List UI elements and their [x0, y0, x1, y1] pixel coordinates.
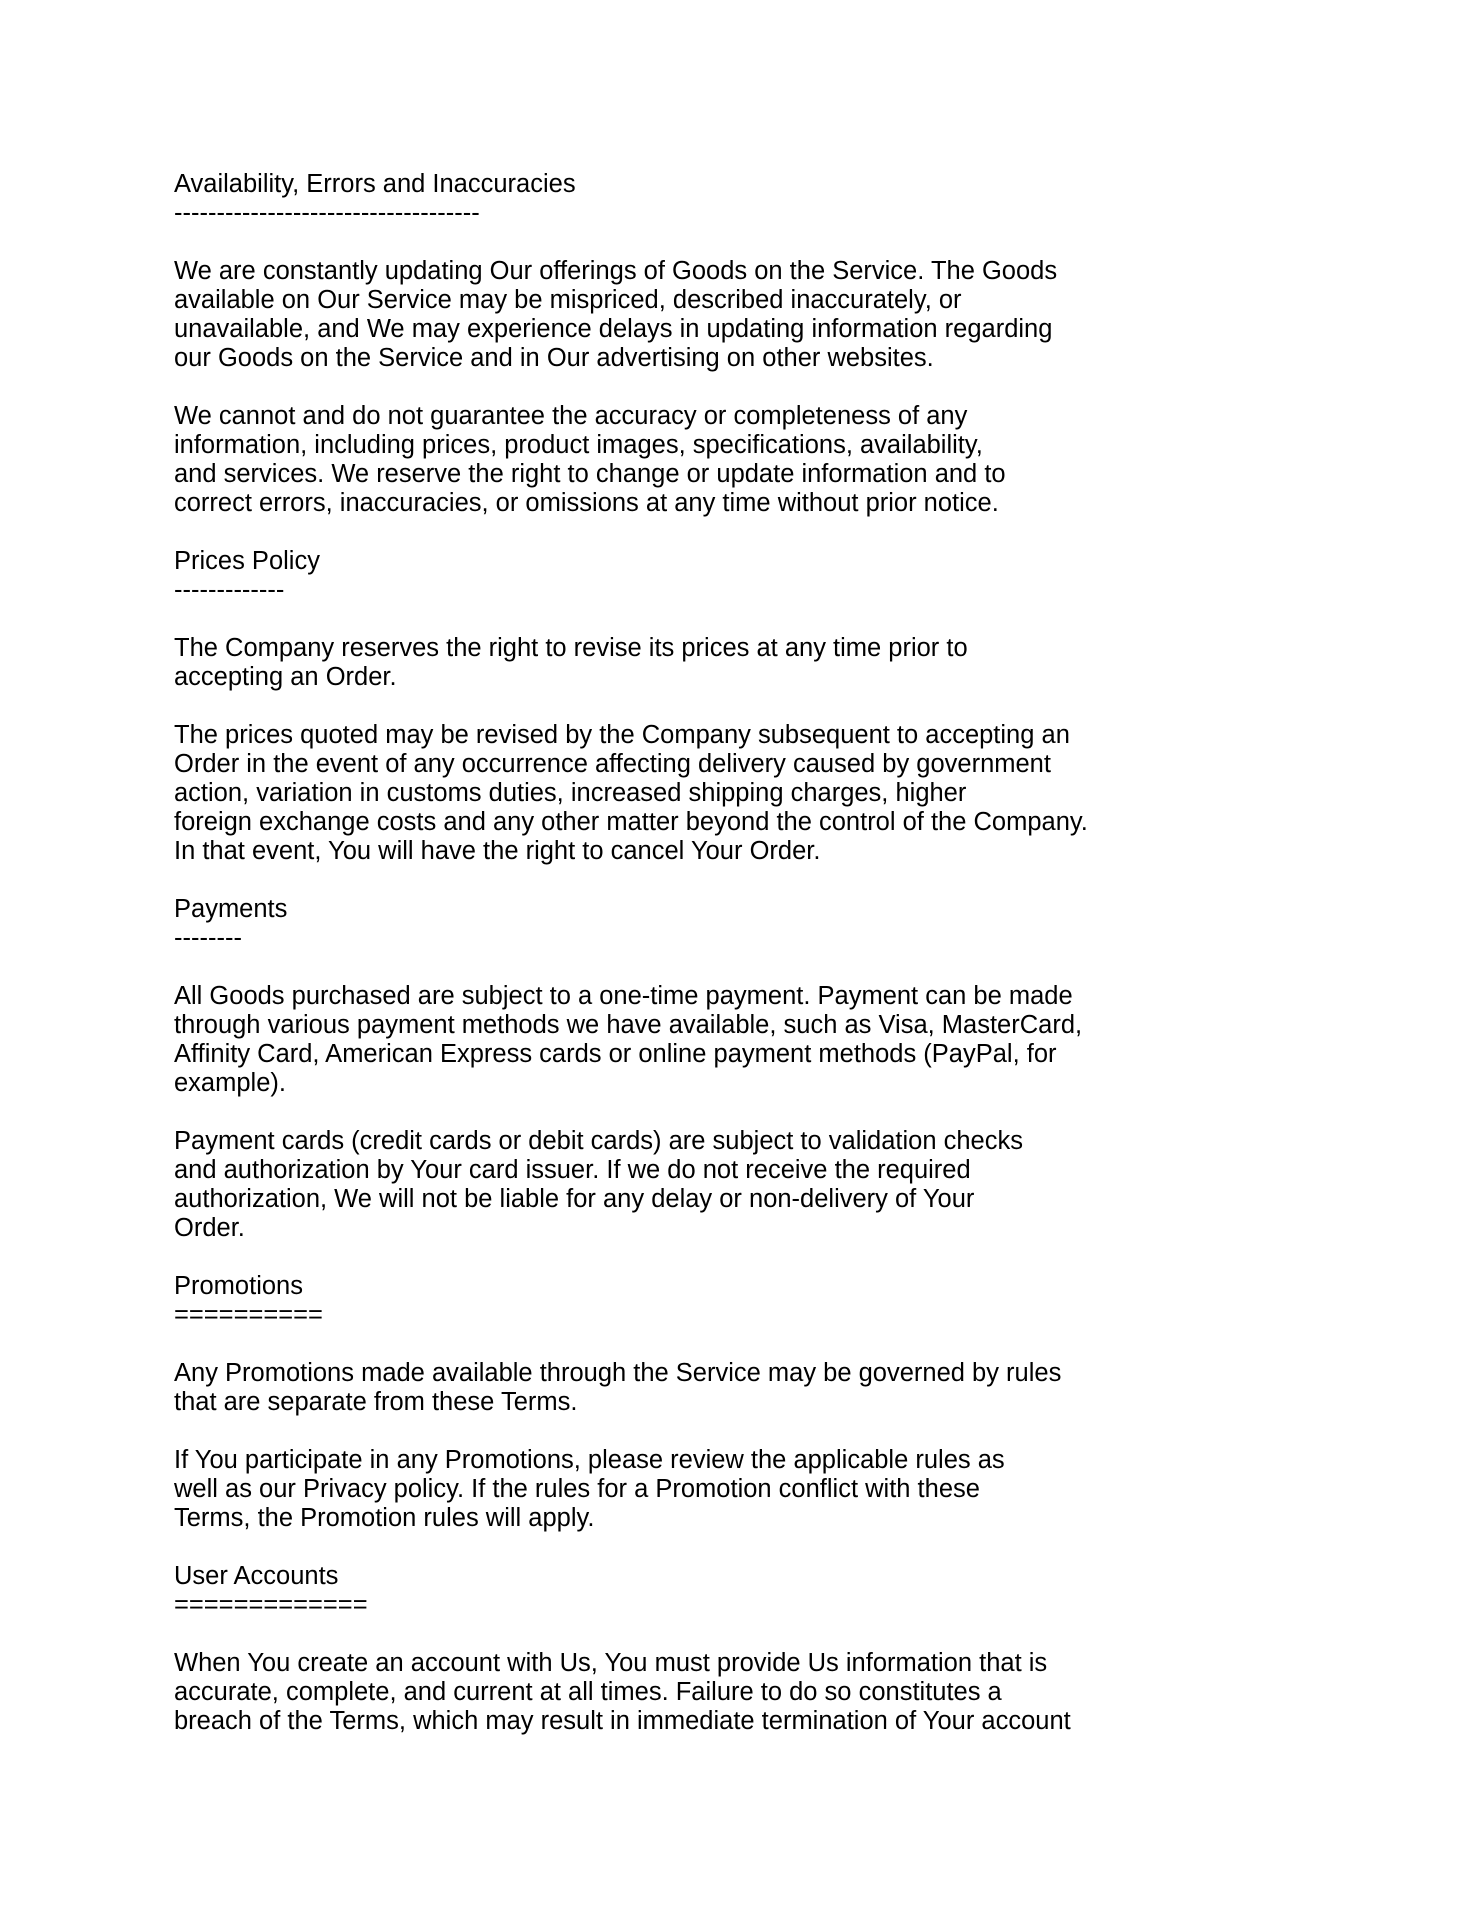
paragraph	[174, 1127, 1354, 1243]
paragraph	[174, 257, 1354, 373]
section-promotions	[174, 1272, 1354, 1562]
text-line: our Goods on the Service and in Our advertising on other websites.	[174, 344, 934, 372]
text-line: accepting an Order.	[174, 663, 397, 691]
section-heading: Prices Policy	[174, 547, 320, 575]
text-line: unavailable, and We may experience delays in updating information regarding	[174, 315, 1053, 343]
text-line: available on Our Service may be mispriced, described inaccurately, or	[174, 286, 962, 314]
section-heading: Payments	[174, 895, 288, 923]
text-line: accurate, complete, and current at all times. Failure to do so constitutes a	[174, 1678, 1002, 1706]
paragraph	[174, 402, 1354, 518]
text-line: and services. We reserve the right to change or update information and to	[174, 460, 1006, 488]
text-line: The prices quoted may be revised by the Company subsequent to accepting an	[174, 721, 1070, 749]
section-user-accounts	[174, 1562, 1354, 1736]
text-line: If You participate in any Promotions, please review the applicable rules as	[174, 1446, 1005, 1474]
section-availability	[174, 170, 1354, 547]
paragraph	[174, 1359, 1354, 1417]
text-line: through various payment methods we have available, such as Visa, MasterCard,	[174, 1011, 1083, 1039]
text-line: When You create an account with Us, You must provide Us information that is	[174, 1649, 1048, 1677]
text-line: Order.	[174, 1214, 245, 1242]
paragraph	[174, 1446, 1354, 1533]
text-line: All Goods purchased are subject to a one-time payment. Payment can be made	[174, 982, 1073, 1010]
text-line: The Company reserves the right to revise its prices at any time prior to	[174, 634, 968, 662]
section-prices-policy	[174, 547, 1354, 895]
paragraph	[174, 634, 1354, 692]
paragraph	[174, 982, 1354, 1098]
heading-underline: ------------------------------------	[174, 199, 480, 227]
section-heading: Availability, Errors and Inaccuracies	[174, 170, 576, 198]
text-line: breach of the Terms, which may result in immediate termination of Your account	[174, 1707, 1071, 1735]
document-page	[174, 170, 1354, 1736]
paragraph	[174, 721, 1354, 866]
section-heading: User Accounts	[174, 1562, 339, 1590]
section-payments	[174, 895, 1354, 1272]
text-line: authorization, We will not be liable for any delay or non-delivery of Your	[174, 1185, 975, 1213]
text-line: Terms, the Promotion rules will apply.	[174, 1504, 595, 1532]
text-line: foreign exchange costs and any other matter beyond the control of the Company.	[174, 808, 1088, 836]
heading-underline: -------------	[174, 576, 285, 604]
text-line: Affinity Card, American Express cards or online payment methods (PayPal, for	[174, 1040, 1057, 1068]
text-line: information, including prices, product images, specifications, availability,	[174, 431, 983, 459]
text-line: example).	[174, 1069, 286, 1097]
text-line: that are separate from these Terms.	[174, 1388, 578, 1416]
text-line: In that event, You will have the right to cancel Your Order.	[174, 837, 821, 865]
section-heading: Promotions	[174, 1272, 303, 1300]
text-line: Any Promotions made available through the Service may be governed by rules	[174, 1359, 1062, 1387]
paragraph	[174, 1649, 1354, 1736]
text-line: Payment cards (credit cards or debit cards) are subject to validation checks	[174, 1127, 1023, 1155]
heading-underline: --------	[174, 924, 242, 952]
text-line: action, variation in customs duties, increased shipping charges, higher	[174, 779, 967, 807]
heading-underline: ==========	[174, 1301, 323, 1329]
heading-underline: =============	[174, 1591, 368, 1619]
text-line: and authorization by Your card issuer. If we do not receive the required	[174, 1156, 971, 1184]
text-line: We are constantly updating Our offerings of Goods on the Service. The Goods	[174, 257, 1058, 285]
text-line: well as our Privacy policy. If the rules for a Promotion conflict with these	[174, 1475, 980, 1503]
text-line: Order in the event of any occurrence affecting delivery caused by government	[174, 750, 1051, 778]
text-line: correct errors, inaccuracies, or omissions at any time without prior notice.	[174, 489, 999, 517]
text-line: We cannot and do not guarantee the accuracy or completeness of any	[174, 402, 968, 430]
